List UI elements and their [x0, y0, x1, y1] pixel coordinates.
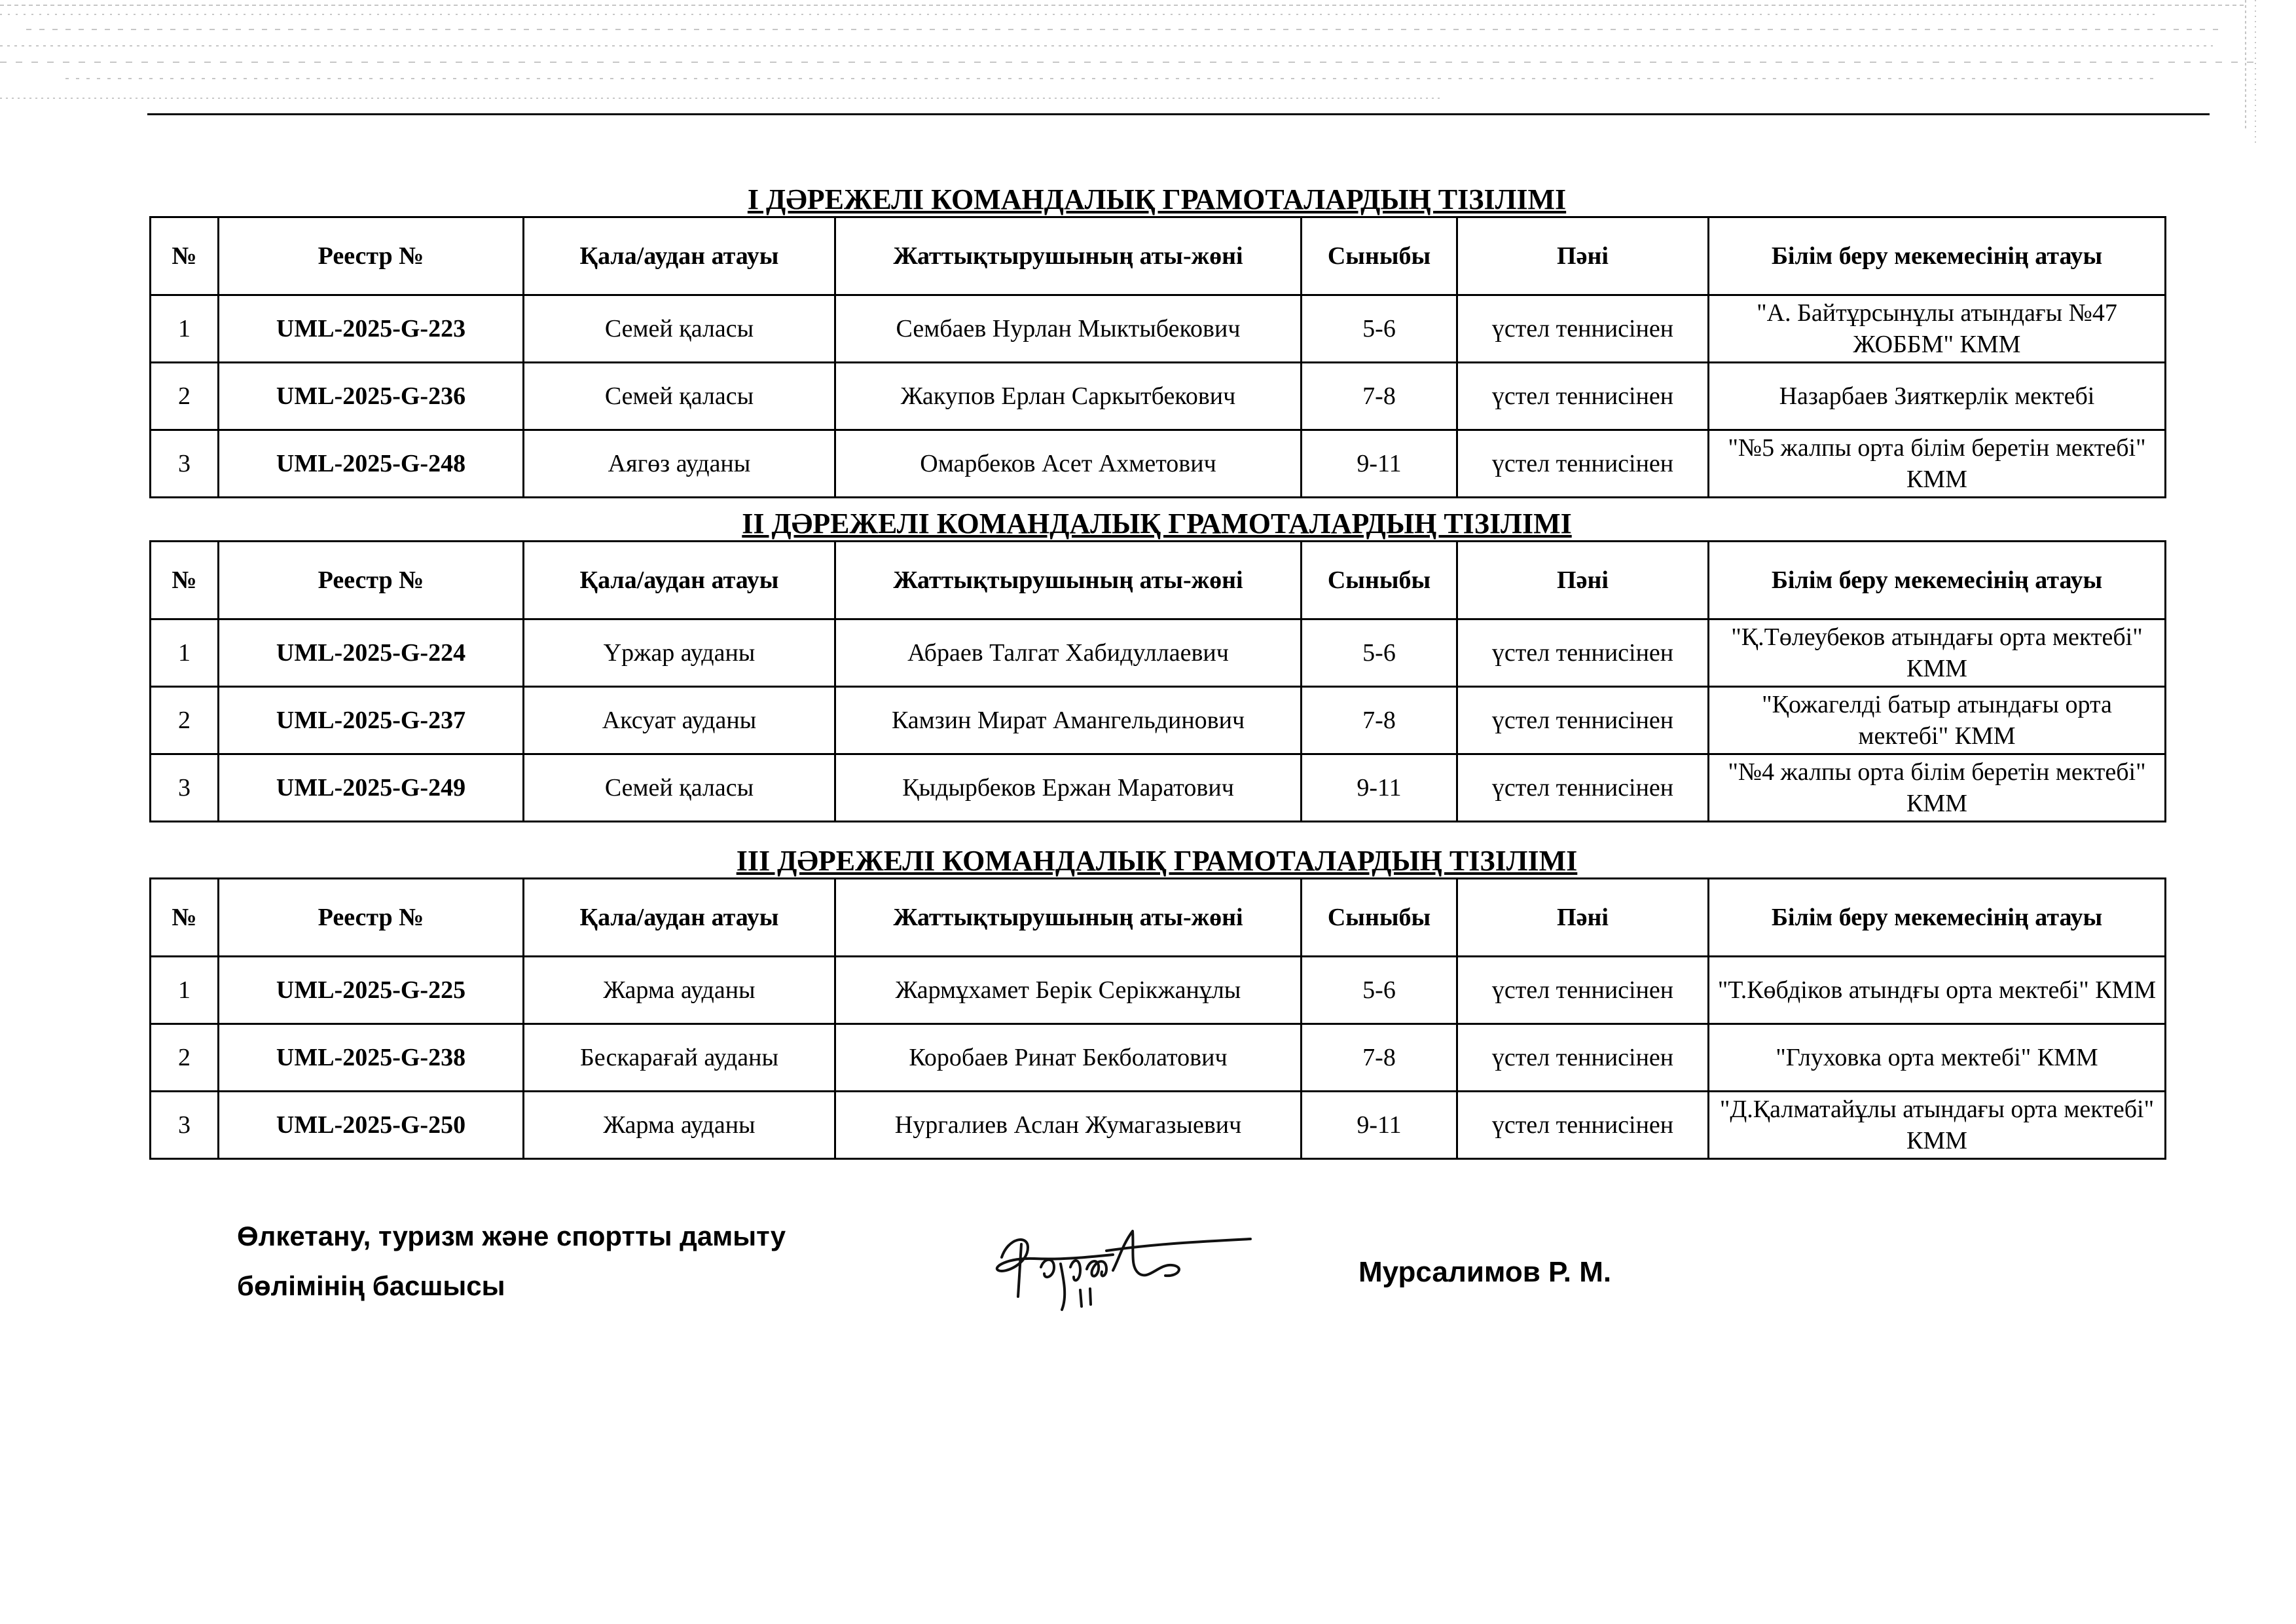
cell-registry: UML-2025-G-224 — [219, 619, 524, 687]
section-grade-2 — [149, 507, 2164, 822]
section-grade-3 — [149, 845, 2164, 1160]
cell-subject: үстел теннисінен — [1457, 363, 1709, 430]
cell-grade: 7-8 — [1302, 1024, 1457, 1092]
cell-city: Жарма ауданы — [524, 957, 835, 1024]
table-row — [151, 687, 2166, 754]
cell-number: 3 — [151, 754, 219, 822]
col-header-grade: Сыныбы — [1302, 542, 1457, 619]
col-header-grade: Сыныбы — [1302, 217, 1457, 295]
awards-table — [149, 540, 2166, 822]
table-row — [151, 1092, 2166, 1159]
cell-subject: үстел теннисінен — [1457, 1092, 1709, 1159]
col-header-grade: Сыныбы — [1302, 879, 1457, 957]
col-header-city: Қала/аудан атауы — [524, 542, 835, 619]
cell-registry: UML-2025-G-223 — [219, 295, 524, 363]
cell-registry: UML-2025-G-236 — [219, 363, 524, 430]
cell-city: Семей қаласы — [524, 295, 835, 363]
cell-city: Аксуат ауданы — [524, 687, 835, 754]
cell-school: "Қожагелді батыр атындағы орта мектебі" КММ — [1709, 687, 2166, 754]
section-title: II ДӘРЕЖЕЛІ КОМАНДАЛЫҚ ГРАМОТАЛАРДЫҢ ТІЗІЛІМІ — [742, 507, 1572, 540]
section-title: I ДӘРЕЖЕЛІ КОМАНДАЛЫҚ ГРАМОТАЛАРДЫҢ ТІЗІЛІМІ — [747, 183, 1567, 215]
cell-coach: Жакупов Ерлан Саркытбекович — [835, 363, 1302, 430]
cell-grade: 5-6 — [1302, 619, 1457, 687]
col-header-city: Қала/аудан атауы — [524, 879, 835, 957]
cell-school: "Қ.Төлеубеков атындағы орта мектебі" КММ — [1709, 619, 2166, 687]
cell-number: 1 — [151, 619, 219, 687]
cell-coach: Коробаев Ринат Бекболатович — [835, 1024, 1302, 1092]
position-line-1: Өлкетану, туризм және спортты дамыту — [237, 1221, 786, 1251]
cell-number: 2 — [151, 363, 219, 430]
cell-grade: 5-6 — [1302, 957, 1457, 1024]
cell-city: Жарма ауданы — [524, 1092, 835, 1159]
table-row — [151, 430, 2166, 498]
cell-school: "№4 жалпы орта білім беретін мектебі" КММ — [1709, 754, 2166, 822]
signatory-position — [237, 1211, 786, 1311]
col-header-subject: Пәні — [1457, 217, 1709, 295]
scan-artifact-band — [0, 0, 2296, 151]
table-row — [151, 619, 2166, 687]
col-header-school: Білім беру мекемесінің атауы — [1709, 879, 2166, 957]
handwritten-signature — [982, 1218, 1264, 1316]
col-header-subject: Пәні — [1457, 879, 1709, 957]
cell-subject: үстел теннисінен — [1457, 430, 1709, 498]
col-header-registry: Реестр № — [219, 217, 524, 295]
signer-name: Мурсалимов Р. М. — [1358, 1256, 1612, 1288]
col-header-school: Білім беру мекемесінің атауы — [1709, 542, 2166, 619]
table-row — [151, 1024, 2166, 1092]
cell-subject: үстел теннисінен — [1457, 619, 1709, 687]
cell-city: Семей қаласы — [524, 363, 835, 430]
cell-coach: Камзин Мират Амангельдинович — [835, 687, 1302, 754]
cell-school: Назарбаев Зияткерлік мектебі — [1709, 363, 2166, 430]
cell-registry: UML-2025-G-250 — [219, 1092, 524, 1159]
cell-coach: Сембаев Нурлан Мыктыбекович — [835, 295, 1302, 363]
col-header-coach: Жаттықтырушының аты-жөні — [835, 217, 1302, 295]
awards-table — [149, 877, 2166, 1160]
cell-coach: Абраев Талгат Хабидуллаевич — [835, 619, 1302, 687]
cell-coach: Нургалиев Аслан Жумагазыевич — [835, 1092, 1302, 1159]
table-row — [151, 957, 2166, 1024]
col-header-number: № — [151, 542, 219, 619]
col-header-coach: Жаттықтырушының аты-жөні — [835, 879, 1302, 957]
col-header-number: № — [151, 879, 219, 957]
cell-city: Үржар ауданы — [524, 619, 835, 687]
header-rule — [147, 113, 2210, 115]
cell-number: 2 — [151, 1024, 219, 1092]
cell-school: "Д.Қалматайұлы атындағы орта мектебі" КММ — [1709, 1092, 2166, 1159]
cell-school: "№5 жалпы орта білім беретін мектебі" КММ — [1709, 430, 2166, 498]
cell-grade: 5-6 — [1302, 295, 1457, 363]
cell-subject: үстел теннисінен — [1457, 957, 1709, 1024]
cell-number: 2 — [151, 687, 219, 754]
col-header-city: Қала/аудан атауы — [524, 217, 835, 295]
section-grade-1 — [149, 183, 2164, 498]
cell-registry: UML-2025-G-238 — [219, 1024, 524, 1092]
cell-city: Семей қаласы — [524, 754, 835, 822]
cell-subject: үстел теннисінен — [1457, 754, 1709, 822]
col-header-registry: Реестр № — [219, 879, 524, 957]
table-header-row — [151, 542, 2166, 619]
cell-grade: 7-8 — [1302, 363, 1457, 430]
cell-registry: UML-2025-G-237 — [219, 687, 524, 754]
cell-subject: үстел теннисінен — [1457, 295, 1709, 363]
cell-registry: UML-2025-G-225 — [219, 957, 524, 1024]
cell-grade: 7-8 — [1302, 687, 1457, 754]
cell-subject: үстел теннисінен — [1457, 687, 1709, 754]
cell-number: 3 — [151, 430, 219, 498]
cell-city: Аягөз ауданы — [524, 430, 835, 498]
section-title: III ДӘРЕЖЕЛІ КОМАНДАЛЫҚ ГРАМОТАЛАРДЫҢ ТІЗІЛІМІ — [736, 845, 1578, 877]
col-header-registry: Реестр № — [219, 542, 524, 619]
table-row — [151, 295, 2166, 363]
col-header-subject: Пәні — [1457, 542, 1709, 619]
cell-grade: 9-11 — [1302, 1092, 1457, 1159]
cell-grade: 9-11 — [1302, 430, 1457, 498]
cell-coach: Омарбеков Асет Ахметович — [835, 430, 1302, 498]
cell-number: 1 — [151, 957, 219, 1024]
table-header-row — [151, 217, 2166, 295]
cell-registry: UML-2025-G-248 — [219, 430, 524, 498]
col-header-coach: Жаттықтырушының аты-жөні — [835, 542, 1302, 619]
cell-school: "Т.Көбдіков атындғы орта мектебі" КММ — [1709, 957, 2166, 1024]
table-row — [151, 363, 2166, 430]
table-row — [151, 754, 2166, 822]
cell-grade: 9-11 — [1302, 754, 1457, 822]
col-header-number: № — [151, 217, 219, 295]
cell-school: "Глуховка орта мектебі" КММ — [1709, 1024, 2166, 1092]
cell-registry: UML-2025-G-249 — [219, 754, 524, 822]
cell-coach: Жармұхамет Берік Серікжанұлы — [835, 957, 1302, 1024]
col-header-school: Білім беру мекемесінің атауы — [1709, 217, 2166, 295]
position-line-2: бөлімінің басшысы — [237, 1270, 505, 1301]
cell-city: Бескарағай ауданы — [524, 1024, 835, 1092]
cell-subject: үстел теннисінен — [1457, 1024, 1709, 1092]
cell-number: 1 — [151, 295, 219, 363]
cell-number: 3 — [151, 1092, 219, 1159]
cell-coach: Қыдырбеков Ержан Маратович — [835, 754, 1302, 822]
table-header-row — [151, 879, 2166, 957]
awards-table — [149, 216, 2166, 498]
cell-school: "А. Байтұрсынұлы атындағы №47 ЖОББМ" КММ — [1709, 295, 2166, 363]
